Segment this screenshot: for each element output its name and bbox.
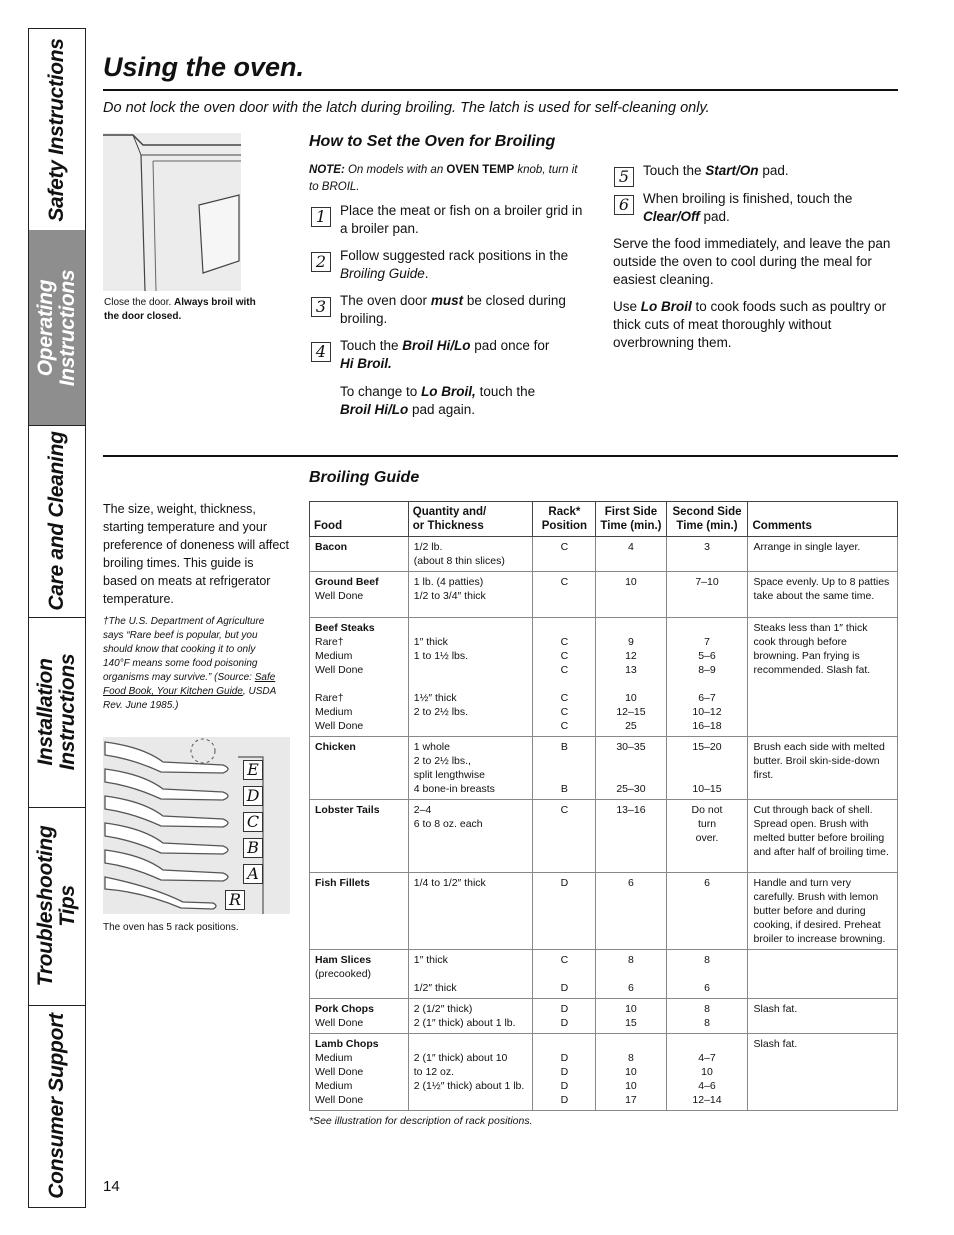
food-doneness: Well Done (315, 720, 364, 732)
food-name: Ground Beef (315, 576, 379, 588)
guide-intro: The size, weight, thickness, starting temperature and your preference of doneness will affect broiling times. This guide is based on meats at refrigerator temperature. (103, 502, 289, 606)
step-text-emphasis: Start/On (705, 163, 759, 178)
change-text: touch the (475, 384, 536, 399)
food-name: Beef Steaks (315, 622, 375, 634)
second-line (672, 621, 743, 635)
first-line: 9 (628, 636, 634, 648)
rack-line: C (560, 692, 569, 704)
step-text-part: . (424, 266, 429, 281)
qty-line: 1 to 1½ lbs. (413, 650, 469, 662)
food-name: Bacon (315, 541, 348, 553)
table-row (310, 999, 898, 1034)
first-line: 6 (628, 982, 634, 994)
door-caption-emphasis: Always broil with the door closed. (104, 297, 256, 322)
cell-food (310, 537, 409, 572)
cell-comments: Slash fat. (748, 999, 898, 1034)
cell-rack (533, 800, 596, 873)
cell-rack (533, 999, 596, 1034)
qty-line: 2 (1″ thick) about 1 lb. (413, 1017, 516, 1029)
rack-label-c: C (243, 812, 263, 832)
step-number: 3 (311, 297, 331, 317)
cell-comments (748, 950, 898, 999)
usda-note (103, 615, 283, 713)
first-line (601, 1037, 660, 1051)
qty-line: 1½″ thick (413, 692, 457, 704)
cell-comments: Brush each side with melted butter. Broil skin-side-down first. (748, 737, 898, 800)
tab-operating-instructions[interactable] (29, 230, 85, 426)
food-name: Lobster Tails (315, 804, 380, 816)
food-doneness: Well Done (315, 664, 364, 676)
cell-rack (533, 537, 596, 572)
first-line: 17 (625, 1094, 637, 1106)
step-text-part: pad. (699, 209, 730, 224)
qty-line: 6 to 8 oz. each (413, 818, 483, 830)
first-line: 30–35 (616, 741, 646, 753)
food-doneness: Rare† (315, 692, 344, 704)
second-line (672, 677, 743, 691)
latch-warning: Do not lock the oven door with the latch during broiling. The latch is used for self-cleaning only. (103, 100, 710, 116)
lo-broil-change (340, 383, 585, 419)
second-line: 4–6 (698, 1080, 716, 1092)
qty-line: 4 bone-in breasts (413, 783, 495, 795)
step-text-emphasis: must (430, 293, 464, 308)
rack-line (538, 1037, 590, 1051)
second-line (672, 768, 743, 782)
second-line: 8–9 (698, 664, 716, 676)
cell-rack (533, 737, 596, 800)
table-body (310, 537, 898, 1111)
step-text-part: pad once for (470, 338, 550, 353)
second-line: 6 (704, 982, 710, 994)
qty-line (414, 1037, 528, 1051)
second-line (672, 754, 743, 768)
cell-comments: Space evenly. Up to 8 patties take about the same time. (748, 572, 898, 618)
tab-label: Care and Cleaning (45, 431, 68, 611)
note-label: NOTE: (309, 164, 345, 176)
rack-line: C (560, 636, 569, 648)
qty-line: 2 (1½″ thick) about 1 lb. (413, 1080, 525, 1092)
tab-label: Operating Instructions (34, 269, 79, 386)
first-line: 10 (625, 1080, 637, 1092)
qty-line (414, 677, 528, 691)
cell-comments: Steaks less than 1″ thick cook through before browning. Pan frying is recommended. Slash fat. (748, 618, 898, 737)
step-text (340, 292, 585, 328)
first-line (601, 677, 660, 691)
first-line: 12 (625, 650, 637, 662)
cell-comments: Slash fat. (748, 1034, 898, 1111)
first-line: 10 (625, 692, 637, 704)
broil-setup-heading: How to Set the Oven for Broiling (309, 133, 556, 150)
second-line: 6 (704, 877, 710, 889)
cell-first (596, 537, 666, 572)
table-row (310, 572, 898, 618)
step-text-part: pad. (758, 163, 789, 178)
cell-food (310, 1034, 409, 1111)
first-line: 8 (628, 954, 634, 966)
second-line: 5–6 (698, 650, 716, 662)
qty-line: 2 to 2½ lbs. (413, 706, 469, 718)
tab-troubleshooting-tips[interactable] (29, 807, 85, 1006)
cell-first (596, 800, 666, 873)
step-text-part: Touch the (340, 338, 403, 353)
step-text-emphasis: Clear/Off (643, 209, 700, 224)
rack-line: C (560, 650, 569, 662)
food-doneness: Well Done (315, 1066, 364, 1078)
rack-line: D (560, 1080, 569, 1092)
second-line: 12–14 (692, 1094, 722, 1106)
cell-second (666, 572, 748, 618)
cell-second (666, 999, 748, 1034)
second-line: turn (697, 818, 717, 830)
lo-broil-part: Use (613, 299, 641, 314)
header-comments: Comments (748, 502, 898, 537)
rack-label-b: B (243, 838, 263, 858)
cell-qty (408, 800, 533, 873)
rack-line: C (560, 541, 569, 553)
cell-second (666, 537, 748, 572)
step-text-part: When broiling is finished, touch the (643, 191, 853, 206)
qty-line: 2–4 (413, 804, 432, 816)
cell-second (666, 800, 748, 873)
step-number: 2 (311, 252, 331, 272)
second-line: 8 (704, 1003, 710, 1015)
lo-broil-text (613, 298, 898, 352)
cell-first (596, 950, 666, 999)
second-line: 7–10 (695, 576, 719, 588)
first-line: 13 (625, 664, 637, 676)
usda-source: Safe Food Book, Your Kitchen Guide (103, 672, 276, 697)
rack-line: C (560, 720, 569, 732)
page-number: 14 (103, 1178, 120, 1195)
lo-broil-emphasis: Lo Broil (640, 299, 692, 314)
step-text-part: Follow suggested rack positions in the (340, 248, 569, 263)
first-line: 13–16 (616, 804, 646, 816)
qty-line: 1/2 lb. (413, 541, 443, 553)
cell-food (310, 873, 409, 950)
first-line: 12–15 (616, 706, 646, 718)
step-number: 4 (311, 342, 331, 362)
food-name: Chicken (315, 741, 356, 753)
cell-rack (533, 950, 596, 999)
cell-first (596, 873, 666, 950)
rack-label-e: E (243, 760, 263, 780)
cell-comments: Handle and turn very carefully. Brush with lemon butter before and during cooking, if desired. Preheat broiler to increase browning. (748, 873, 898, 950)
rack-label-r: R (225, 890, 245, 910)
cell-qty (408, 1034, 533, 1111)
cell-first (596, 1034, 666, 1111)
rack-line: D (560, 877, 569, 889)
qty-line: 1 whole (413, 741, 450, 753)
qty-line (414, 663, 528, 677)
step-text-emphasis: Broil Hi/Lo (402, 338, 471, 353)
rack-label-a: A (243, 864, 263, 884)
qty-line: 1 lb. (4 patties) (413, 576, 484, 588)
step-text-part: Touch the (643, 163, 706, 178)
qty-line: 2 (1″ thick) about 10 (413, 1052, 508, 1064)
first-line: 8 (628, 1052, 634, 1064)
section-tabs (28, 28, 86, 1208)
note-text: On models with an (344, 164, 447, 176)
first-line (601, 967, 660, 981)
tab-label: Installation Instructions (34, 653, 79, 771)
cell-comments: Arrange in single layer. (748, 537, 898, 572)
page-title: Using the oven. (103, 52, 305, 82)
cell-second (666, 618, 748, 737)
food-doneness: Medium (315, 706, 353, 718)
rack-line: B (560, 783, 568, 795)
cell-first (596, 618, 666, 737)
cell-qty (408, 950, 533, 999)
cell-rack (533, 873, 596, 950)
food-doneness: Well Done (315, 590, 364, 602)
qty-line: 1/4 to 1/2″ thick (413, 877, 486, 889)
second-line (672, 1037, 743, 1051)
second-line: 3 (704, 541, 710, 553)
header-food: Food (310, 502, 409, 537)
rack-line: D (560, 1003, 569, 1015)
first-line: 4 (628, 541, 634, 553)
cell-qty (408, 999, 533, 1034)
second-line: Do not (691, 804, 723, 816)
tab-installation-instructions[interactable] (29, 617, 85, 808)
second-line: 16–18 (692, 720, 722, 732)
oven-door-drawing (103, 133, 241, 291)
cell-second (666, 737, 748, 800)
food-name: Fish Fillets (315, 877, 370, 889)
tab-label: Safety Instructions (45, 37, 68, 222)
first-line: 10 (625, 1003, 637, 1015)
header-first-side: First Side Time (min.) (596, 502, 666, 537)
first-line: 25 (625, 720, 637, 732)
rack-line (538, 677, 590, 691)
second-line: over. (695, 832, 719, 844)
header-rack: Rack* Position (533, 502, 596, 537)
table-row (310, 873, 898, 950)
broiling-guide-table (309, 501, 898, 1111)
second-line: 6–7 (698, 692, 716, 704)
rack-line: B (560, 741, 568, 753)
cell-rack (533, 1034, 596, 1111)
qty-line (414, 1093, 528, 1107)
note-knob-name: OVEN TEMP (446, 164, 515, 176)
usda-note-text: †The U.S. Department of Agriculture says “Rare beef is popular, but you should know that cooking it to only 140°F means some food poisoning organisms may survive.” (Source: (103, 616, 265, 683)
rack-footnote: *See illustration for description of rack positions. (309, 1115, 533, 1127)
tab-safety-instructions[interactable] (29, 29, 85, 231)
food-doneness: Well Done (315, 1017, 364, 1029)
rack-line: C (560, 804, 569, 816)
title-rule (103, 89, 898, 91)
table-header-row (310, 502, 898, 537)
step-text: Place the meat or fish on a broiler grid in a broiler pan. (340, 203, 583, 236)
section-rule (103, 455, 898, 457)
serve-text: Serve the food immediately, and leave the pan outside the oven to cool during the meal for easiest cleaning. (613, 236, 891, 287)
cell-food (310, 572, 409, 618)
qty-line (414, 967, 528, 981)
rack-caption: The oven has 5 rack positions. (103, 922, 239, 933)
rack-line: D (560, 1052, 569, 1064)
tab-care-and-cleaning[interactable] (29, 425, 85, 618)
second-line: 4–7 (698, 1052, 716, 1064)
qty-line: 2 (1/2″ thick) (413, 1003, 473, 1015)
second-line: 8 (704, 1017, 710, 1029)
first-line: 10 (625, 1066, 637, 1078)
table-row (310, 800, 898, 873)
cell-rack (533, 618, 596, 737)
cell-food (310, 737, 409, 800)
table-row (310, 537, 898, 572)
table-row (310, 1034, 898, 1111)
knob-note (309, 162, 589, 196)
door-caption (104, 296, 269, 324)
food-doneness: Medium (315, 650, 353, 662)
rack-line (538, 967, 590, 981)
cell-first (596, 999, 666, 1034)
step-text-emphasis: Broiling Guide (340, 266, 425, 281)
rack-line (538, 754, 590, 768)
second-line: 15–20 (692, 741, 722, 753)
second-line: 10–12 (692, 706, 722, 718)
table-row (310, 737, 898, 800)
second-line: 10–15 (692, 783, 722, 795)
second-line (672, 967, 743, 981)
table-row (310, 950, 898, 999)
rack-line: D (560, 982, 569, 994)
food-doneness: Medium (315, 1080, 353, 1092)
cell-food (310, 999, 409, 1034)
step-text-part: The oven door (340, 293, 431, 308)
cell-food (310, 800, 409, 873)
rack-line: C (560, 954, 569, 966)
note-text: knob, turn it to BROIL. (309, 164, 578, 193)
cell-qty (408, 737, 533, 800)
food-name: Ham Slices (315, 954, 372, 966)
qty-line: split lengthwise (413, 769, 485, 781)
rack-line (538, 768, 590, 782)
cell-qty (408, 873, 533, 950)
qty-line: 1″ thick (413, 954, 448, 966)
change-text: pad again. (408, 402, 476, 417)
step-text-part: be closed during broiling. (340, 293, 566, 326)
food-name: Lamb Chops (315, 1038, 379, 1050)
cell-second (666, 873, 748, 950)
step-number: 1 (311, 207, 331, 227)
second-line: 10 (701, 1066, 713, 1078)
header-quantity: Quantity and/ or Thickness (408, 502, 533, 537)
rack-line: D (560, 1017, 569, 1029)
tab-label: Troubleshooting Tips (34, 825, 79, 987)
usda-note-text: , USDA Rev. June 1985.) (103, 686, 276, 711)
second-line: 8 (704, 954, 710, 966)
step-text-emphasis: Hi Broil. (340, 356, 392, 371)
food-name: Pork Chops (315, 1003, 374, 1015)
second-line: 7 (704, 636, 710, 648)
rack-line: C (560, 706, 569, 718)
food-doneness: (precooked) (315, 968, 372, 980)
qty-line: 1/2 to 3/4″ thick (413, 590, 486, 602)
qty-line (414, 621, 528, 635)
oven-door-illustration (103, 133, 241, 291)
qty-line: to 12 oz. (413, 1066, 455, 1078)
table-row (310, 618, 898, 737)
tab-label: Consumer Support (45, 1013, 68, 1199)
first-line (601, 754, 660, 768)
step-text (340, 337, 585, 373)
food-doneness: Medium (315, 1052, 353, 1064)
cell-qty (408, 537, 533, 572)
rack-line: D (560, 1066, 569, 1078)
first-line: 10 (625, 576, 637, 588)
qty-line: (about 8 thin slices) (413, 555, 505, 567)
first-line (601, 768, 660, 782)
qty-line: 2 to 2½ lbs., (413, 755, 471, 767)
cell-rack (533, 572, 596, 618)
step-number: 6 (614, 195, 634, 215)
cell-comments: Cut through back of shell. Spread open. Brush with melted butter before broiling and after half of broiling time. (748, 800, 898, 873)
rack-line: C (560, 576, 569, 588)
rack-line (538, 621, 590, 635)
step-text (643, 190, 893, 226)
step-number: 5 (614, 167, 634, 187)
first-line (601, 621, 660, 635)
food-doneness (315, 677, 403, 691)
cell-qty (408, 572, 533, 618)
rack-line: C (560, 664, 569, 676)
first-line: 15 (625, 1017, 637, 1029)
step-text (340, 247, 585, 283)
cell-second (666, 950, 748, 999)
cell-qty (408, 618, 533, 737)
first-line: 6 (628, 877, 634, 889)
first-line: 25–30 (616, 783, 646, 795)
broiling-guide-heading: Broiling Guide (309, 469, 420, 486)
cell-second (666, 1034, 748, 1111)
tab-consumer-support[interactable] (29, 1005, 85, 1207)
cell-food (310, 618, 409, 737)
food-doneness: Rare† (315, 636, 344, 648)
cell-first (596, 572, 666, 618)
step-text (643, 162, 893, 180)
food-doneness: Well Done (315, 1094, 364, 1106)
qty-line: 1/2″ thick (413, 982, 457, 994)
rack-line: D (560, 1094, 569, 1106)
header-second-side: Second Side Time (min.) (666, 502, 748, 537)
door-caption-text: Close the door. (104, 297, 175, 308)
lo-broil-part: to cook foods such as poultry or thick cuts of meat thoroughly without overbrowning them. (613, 299, 887, 350)
qty-line: 1″ thick (413, 636, 448, 648)
change-emphasis: Lo Broil, (421, 384, 476, 399)
change-text: To change to (340, 384, 422, 399)
change-emphasis: Broil Hi/Lo (340, 402, 409, 417)
cell-first (596, 737, 666, 800)
rack-label-d: D (243, 786, 263, 806)
cell-food (310, 950, 409, 999)
